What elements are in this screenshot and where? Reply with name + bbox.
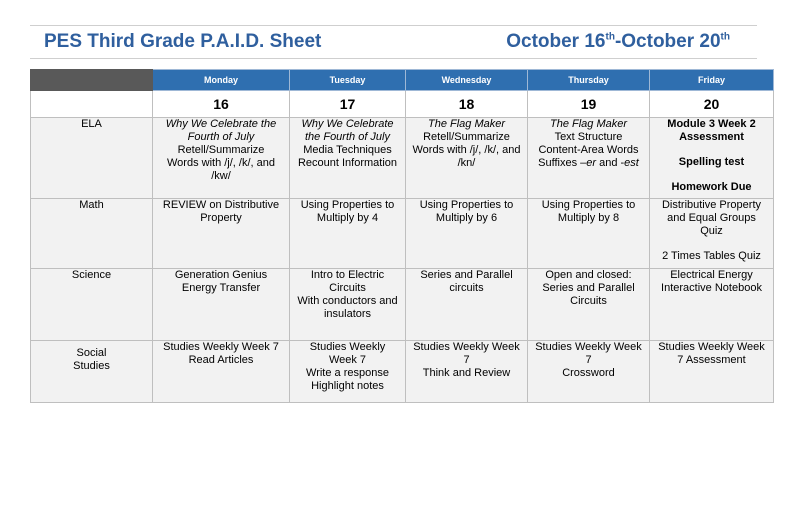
science-thursday: Open and closed: Series and Parallel Circuits (528, 269, 650, 341)
science-wednesday: Series and Parallel circuits (406, 269, 528, 341)
ela-monday: Why We Celebrate the Fourth of July Retell/Summarize Words with /j/, /k/, and /kw/ (153, 118, 290, 199)
day-header-monday: Monday (153, 70, 290, 91)
ela-friday: Module 3 Week 2 Assessment Spelling test Homework Due (650, 118, 774, 199)
science-tuesday: Intro to Electric Circuits With conductors and insulators (290, 269, 406, 341)
day-header-row (31, 70, 774, 91)
date-tuesday: 17 (290, 91, 406, 118)
subject-label-ela: ELA (31, 118, 153, 199)
date-wednesday: 18 (406, 91, 528, 118)
subject-row-ela (31, 118, 774, 199)
day-header-thursday: Thursday (528, 70, 650, 91)
social-wednesday: Studies Weekly Week 7 Think and Review (406, 341, 528, 403)
document-header (30, 25, 757, 59)
page-title: PES Third Grade P.A.I.D. Sheet (44, 31, 322, 52)
math-wednesday: Using Properties to Multiply by 6 (406, 199, 528, 269)
math-tuesday: Using Properties to Multiply by 4 (290, 199, 406, 269)
date-thursday: 19 (528, 91, 650, 118)
corner-cell (31, 70, 153, 91)
math-monday: REVIEW on Distributive Property (153, 199, 290, 269)
social-thursday: Studies Weekly Week 7 Crossword (528, 341, 650, 403)
science-monday: Generation Genius Energy Transfer (153, 269, 290, 341)
date-monday: 16 (153, 91, 290, 118)
social-monday: Studies Weekly Week 7 Read Articles (153, 341, 290, 403)
date-row (31, 91, 774, 118)
date-range: October 16th-October 20th (506, 31, 730, 52)
subject-label-social-studies: Social Studies (31, 341, 153, 403)
ela-wednesday: The Flag Maker Retell/Summarize Words with /j/, /k/, and /kn/ (406, 118, 528, 199)
day-header-wednesday: Wednesday (406, 70, 528, 91)
ela-thursday: The Flag Maker Text Structure Content-Area Words Suffixes –er and -est (528, 118, 650, 199)
subject-row-math (31, 199, 774, 269)
day-header-tuesday: Tuesday (290, 70, 406, 91)
math-thursday: Using Properties to Multiply by 8 (528, 199, 650, 269)
science-friday: Electrical Energy Interactive Notebook (650, 269, 774, 341)
date-row-label (31, 91, 153, 118)
math-friday: Distributive Property and Equal Groups Quiz 2 Times Tables Quiz (650, 199, 774, 269)
subject-label-math: Math (31, 199, 153, 269)
weekly-plan-table (30, 69, 774, 403)
ela-tuesday: Why We Celebrate the Fourth of July Media Techniques Recount Information (290, 118, 406, 199)
subject-label-science: Science (31, 269, 153, 341)
subject-row-social-studies (31, 341, 774, 403)
subject-row-science (31, 269, 774, 341)
social-tuesday: Studies Weekly Week 7 Write a response Highlight notes (290, 341, 406, 403)
day-header-friday: Friday (650, 70, 774, 91)
social-friday: Studies Weekly Week 7 Assessment (650, 341, 774, 403)
date-friday: 20 (650, 91, 774, 118)
